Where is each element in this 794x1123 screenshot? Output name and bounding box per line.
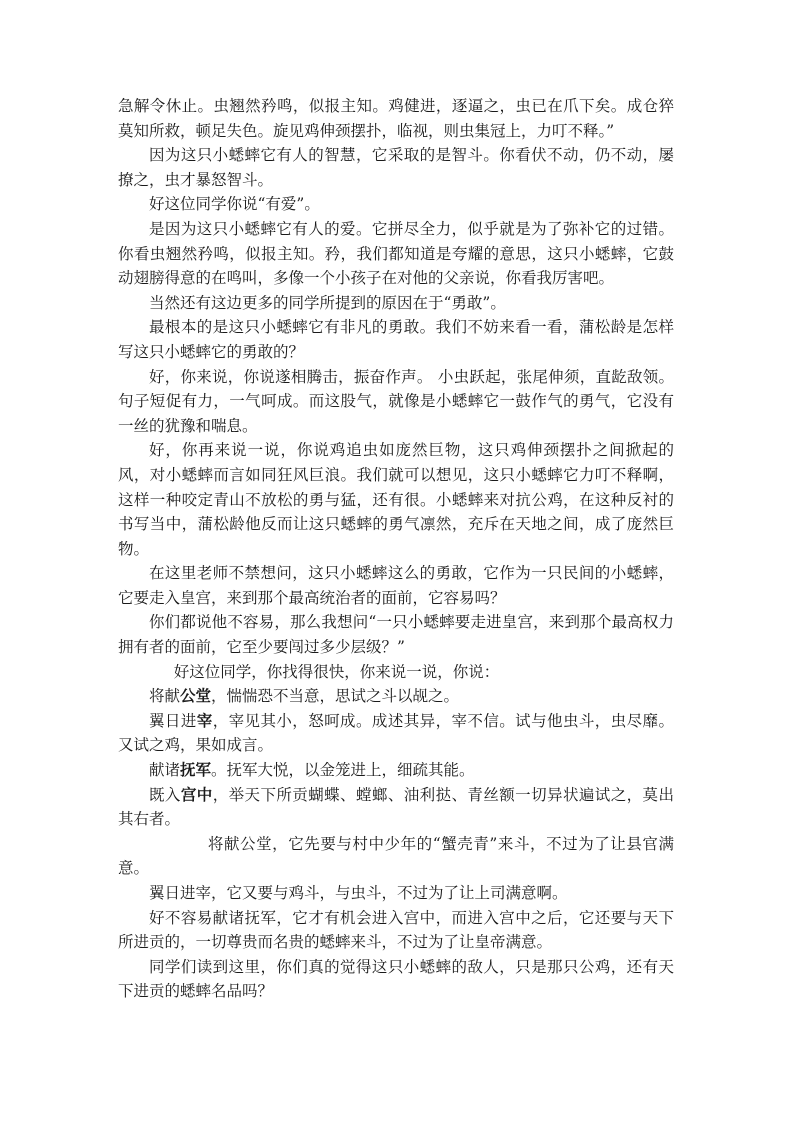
paragraph: 好这位同学，你找得很快，你来说一说，你说： xyxy=(173,662,500,681)
quote-text: ，惴惴恐不当意，思试之斗以觇之。 xyxy=(211,687,460,706)
paragraph: 在这里老师不禁想问，这只小蟋蟀这么的勇敢，它作为一只民间的小蟋蟀，它要走入皇宫，来到那个最高统治者的面前，它容易吗？ xyxy=(118,564,674,607)
paragraph: 将献公堂，它先要与村中少年的“蟹壳青”来斗，不过为了让县官满意。 xyxy=(118,834,674,878)
quote-line xyxy=(118,684,674,709)
paragraph: 好这位同学你说“有爱”。 xyxy=(149,195,320,214)
quote-text: 既入 xyxy=(149,785,181,804)
paragraph: 翼日进宰，它又要与鸡斗，与虫斗，不过为了让上司满意啊。 xyxy=(149,884,568,902)
paragraph: 当然还有这边更多的同学所提到的原因在于“勇敢”。 xyxy=(149,293,506,312)
emphasis: 抚军 xyxy=(180,760,212,780)
paragraph: 急解令休止。虫翘然矜鸣，似报主知。鸡健进，逐逼之，虫已在爪下矣。成仓猝莫知所救，顿足失色。旋见鸡伸颈摆扑，临视，则虫集冠上，力叮不释。” xyxy=(118,97,674,140)
paragraph: 你们都说他不容易，那么我想问“一只小蟋蟀要走进皇宫，来到那个最高权力拥有者的面前，它至少要闯过多少层级？” xyxy=(118,613,674,657)
quote-line xyxy=(118,783,674,832)
quote-line xyxy=(118,758,674,783)
quote-text: 献诸 xyxy=(149,761,181,780)
paragraph: 是因为这只小蟋蟀它有人的爱。它拼尽全力，似乎就是为了弥补它的过错。你看虫翘然矜鸣，似报主知。矜，我们都知道是夸耀的意思，这只小蟋蟀，它鼓动翅膀得意的在鸣叫，多像一个小孩子在对他的父亲说，你看我厉害吧。 xyxy=(118,219,674,288)
quote-text: 。抚军大悦，以金笼进上，细疏其能。 xyxy=(211,761,475,780)
document-body xyxy=(118,94,674,1004)
quote-text: 翼日进 xyxy=(149,711,197,730)
quote-text: ，举天下所贡蝴蝶、螳螂、油利挞、青丝额一切异状遍试之，莫出其右者。 xyxy=(118,785,674,829)
quote-text: ，宰见其小，怒呵成。成述其异，宰不信。试与他虫斗，虫尽靡。又试之鸡，果如成言。 xyxy=(118,711,674,755)
paragraph: 因为这只小蟋蟀它有人的智慧，它采取的是智斗。你看伏不动，仍不动，屡撩之，虫才暴怒智斗。 xyxy=(118,146,674,189)
paragraph: 好不容易献诸抚军，它才有机会进入宫中，而进入宫中之后，它还要与天下所进贡的，一切尊贵而名贵的蟋蟀来斗，不过为了让皇帝满意。 xyxy=(118,908,674,952)
paragraph: 好，你再来说一说，你说鸡追虫如庞然巨物，这只鸡伸颈摆扑之间掀起的风，对小蟋蟀而言如同狂风巨浪。我们就可以想见，这只小蟋蟀它力叮不释啊，这样一种咬定青山不放松的勇与猛，还有很。小蟋蟀来对抗公鸡，在这种反衬的书写当中，蒲松龄他反而让这只蟋蟀的勇气凛然，充斥在天地之间，成了庞然巨物。 xyxy=(118,441,674,558)
quote-line xyxy=(118,709,674,758)
emphasis: 宰 xyxy=(196,710,213,730)
paragraph: 同学们读到这里，你们真的觉得这只小蟋蟀的敌人，只是那只公鸡，还有天下进贡的蟋蟀名品吗？ xyxy=(118,957,674,1001)
quote-text: 将献 xyxy=(149,687,181,706)
emphasis: 宫中 xyxy=(180,784,213,804)
paragraph: 好，你来说，你说遂相腾击，振奋作声。 小虫跃起，张尾伸须，直龁敌领。句子短促有力，一气呵成。而这股气，就像是小蟋蟀它一鼓作气的勇气，它没有一丝的犹豫和喘息。 xyxy=(118,367,674,435)
emphasis: 公堂 xyxy=(180,686,212,706)
paragraph: 最根本的是这只小蟋蟀它有非凡的勇敢。我们不妨来看一看，蒲松龄是怎样写这只小蟋蟀它的勇敢的？ xyxy=(118,318,674,361)
